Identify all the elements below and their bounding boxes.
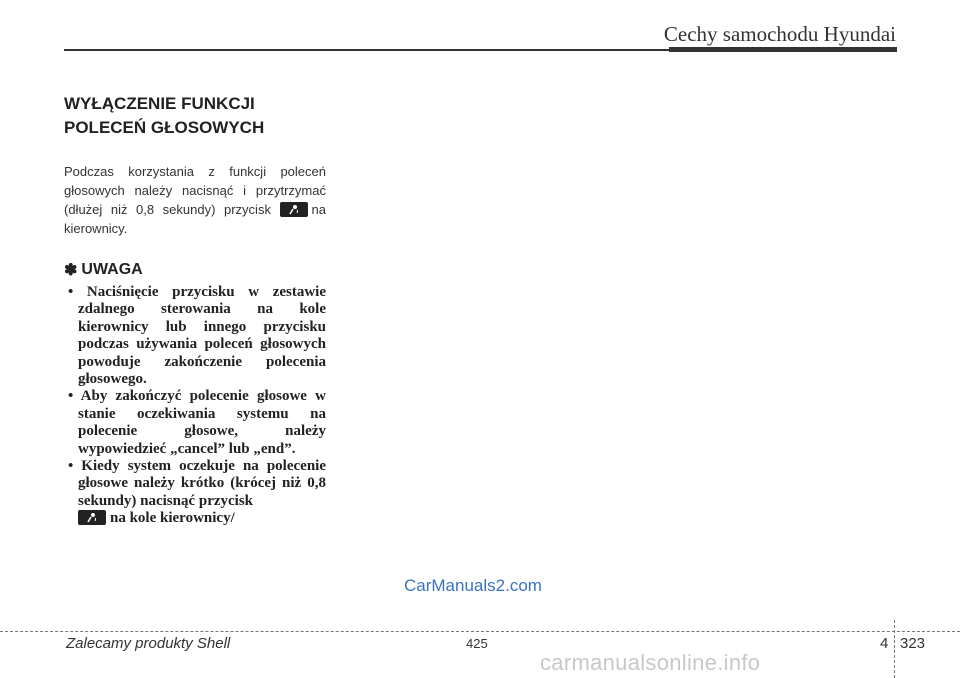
note-item xyxy=(64,458,326,528)
main-content xyxy=(64,92,326,528)
footer-left-text: Zalecamy produkty Shell xyxy=(66,635,231,652)
note-item3-before: • Kiedy system oczekuje na polecenie głosowe należy krótko (krócej niż 0,8 sekundy) nacisnąć przycisk xyxy=(68,458,326,509)
bottom-site-watermark[interactable]: carmanualsonline.info xyxy=(540,650,761,675)
body-text-after: na kierownicy. xyxy=(64,202,326,236)
footer-center-number: 425 xyxy=(466,636,488,651)
watermark-link[interactable]: CarManuals2.com xyxy=(404,576,542,595)
header-divider-thick xyxy=(669,47,897,52)
section-title-line2: POLECEŃ GŁOSOWYCH xyxy=(64,118,265,137)
note-heading-label: UWAGA xyxy=(81,261,143,278)
voice-button-icon xyxy=(78,510,106,525)
note-list xyxy=(64,284,326,528)
section-title-line1: WYŁĄCZENIE FUNKCJI xyxy=(64,94,255,113)
header-title: Cechy samochodu Hyundai xyxy=(663,22,896,46)
footer-section-number: 4 xyxy=(880,635,889,652)
note-heading xyxy=(64,260,326,280)
footer-divider xyxy=(0,631,960,632)
note-item: • Aby zakończyć polecenie głosowe w stanie oczekiwania systemu na polecenie głosowe, należy wypowiedzieć „cancel” lub „end”. xyxy=(68,388,326,457)
section-title xyxy=(64,92,326,140)
note-item3-after: na kole kierownicy/ xyxy=(110,510,235,527)
note-star-icon: ✽ xyxy=(64,262,78,279)
body-text-before: Podczas korzystania z funkcji poleceń głosowych należy nacisnąć i przytrzymać (dłużej niż 0,8 sekundy) przycisk xyxy=(64,164,326,217)
header-divider-thin xyxy=(64,49,669,51)
voice-button-icon xyxy=(280,202,308,217)
footer-page-number: 323 xyxy=(900,635,926,652)
note-item: • Naciśnięcie przycisku w zestawie zdalnego sterowania na kole kierownicy lub innego przycisku podczas używania poleceń głosowych powoduje zakończenie polecenia głosowego. xyxy=(68,284,326,388)
section-body xyxy=(64,162,326,238)
footer-vertical-divider xyxy=(894,620,895,678)
